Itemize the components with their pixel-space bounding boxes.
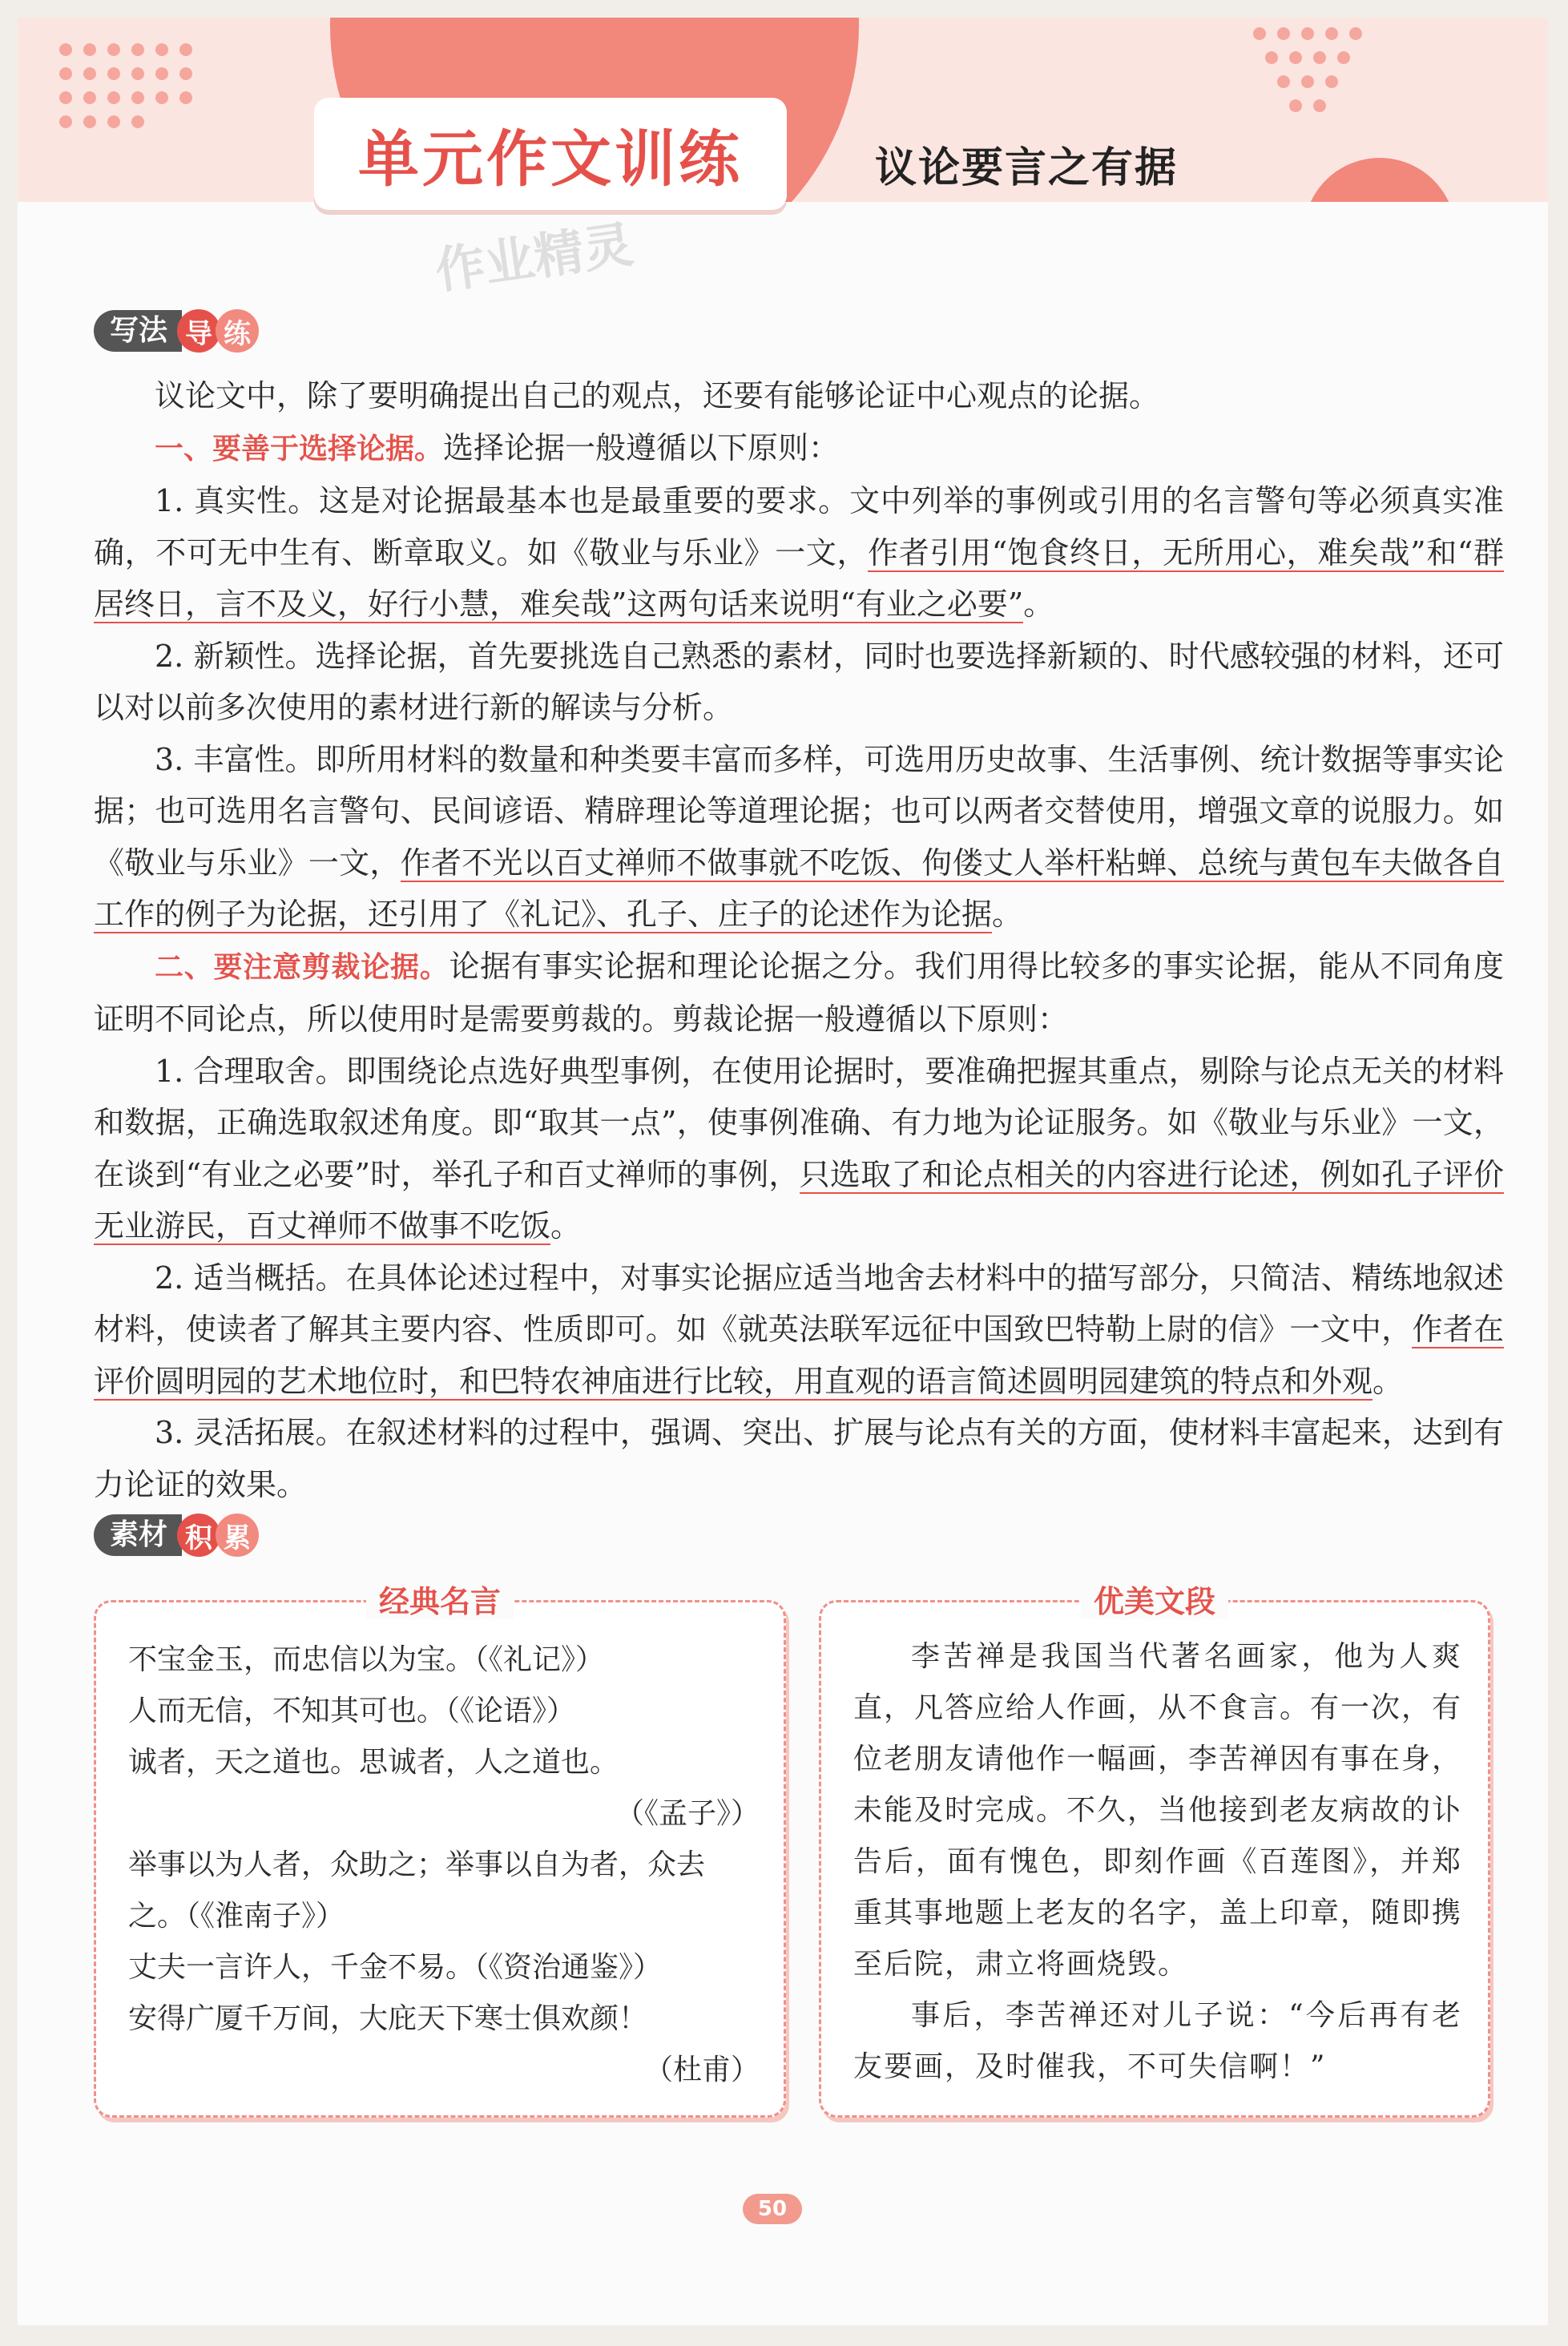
passage-paragraph: 事后，李苦禅还对儿子说：“今后再有老友要画，及时催我，不可失信啊！”: [853, 1999, 1462, 2083]
heading-select-evidence: 一、要善于选择论据。选择论据一般遵循以下原则：: [155, 429, 840, 466]
principle-richness: 3. 丰富性。即所用材料的数量和种类要丰富而多样，可选用历史故事、生活事例、统计数据等事实论据；也可选用名言警句、民间谚语、精辟理论等道理论据；也可以两者交替使用，增强文章的说服力。如《敬业与乐业》一文，作者不光以百丈禅师不做事就不吃饭、佝偻丈人举杆粘蝉、总统与黄包车夫做各自工作的例子为论据，还引用了《礼记》、孔子、庄子的论述作为论据。: [94, 741, 1504, 932]
intro-paragraph: 议论文中，除了要明确提出自己的观点，还要有能够论证中心观点的论据。: [155, 378, 1160, 413]
fine-passage-box: [819, 1584, 1490, 2118]
unit-subtitle: 议论要言之有据: [875, 144, 1179, 192]
classic-quotes-box: [94, 1584, 786, 2118]
quote-line: 安得广厦千万间，大庇天下寒士俱欢颜！: [128, 2002, 648, 2035]
quote-line: 不宝金玉，而忠信以为宝。（《礼记》）: [128, 1643, 605, 1676]
quotes-list: [128, 1635, 760, 2096]
principle-novelty: 2. 新颖性。选择论据，首先要挑选自己熟悉的素材，同时也要选择新颖的、时代感较强的材料，还可以对以前多次使用的素材进行新的解读与分析。: [94, 638, 1504, 725]
page: [18, 18, 1548, 2325]
quote-source: （《孟子》）: [615, 1797, 760, 1830]
quote-line: 举事以为人者，众助之；举事以自为者，众去之。（《淮南子》）: [128, 1848, 706, 1933]
principle-summary: 2. 适当概括。在具体论述过程中，对事实论据应适当地舍去材料中的描写部分，只简洁、精练地叙述材料，使读者了解其主要内容、性质即可。如《就英法联军远征中国致巴特勒上尉的信》一文中，作者在评价圆明园的艺术地位时，和巴特农神庙进行比较，用直观的语言简述圆明园建筑的特点和外观。: [94, 1260, 1504, 1399]
heading-trim-evidence: 二、要注意剪裁论据。论据有事实论据和理论论据之分。我们用得比较多的事实论据，能从不同角度证明不同论点，所以使用时是需要剪裁的。剪裁论据一般遵循以下原则：: [94, 948, 1504, 1037]
fine-passage-title: 优美文段: [1081, 1584, 1228, 1619]
unit-title: 单元作文训练: [314, 98, 787, 210]
quote-source: （杜甫）: [643, 2054, 760, 2086]
principle-selection: 1. 合理取舍。即围绕论点选好典型事例，在使用论据时，要准确把握其重点，剔除与论点无关的材料和数据，正确选取叙述角度。即“取其一点”，使事例准确、有力地为论证服务。如《敬业与乐业》一文，在谈到“有业之必要”时，举孔子和百丈禅师的事例，只选取了和论点相关的内容进行论述，例如孔子评价无业游民，百丈禅师不做事不吃饭。: [94, 1053, 1504, 1244]
section-tag-writing: 写法 导 练: [94, 308, 259, 354]
classic-quotes-title: 经典名言: [366, 1584, 514, 1619]
quote-line: 人而无信，不知其可也。（《论语》）: [128, 1695, 576, 1727]
principle-expansion: 3. 灵活拓展。在叙述材料的过程中，强调、突出、扩展与论点有关的方面，使材料丰富起来，达到有力论证的效果。: [94, 1415, 1504, 1502]
writing-guide-body: [94, 370, 1504, 1510]
passage-paragraph: 李苦禅是我国当代著名画家，他为人爽直，凡答应给人作画，从不食言。有一次，有位老朋友请他作一幅画，李苦禅因有事在身，未能及时完成。不久，当他接到老友病故的讣告后，面有愧色，即刻作画《百莲图》，并郑重其事地题上老友的名字，盖上印章，随即携至后院，肃立将画烧毁。: [853, 1640, 1463, 1981]
section-tag-material: 素材 积 累: [94, 1512, 259, 1558]
quote-line: 诚者，天之道也。思诚者，人之道也。: [128, 1746, 619, 1779]
quote-line: 丈夫一言许人，千金不易。（《资治通鉴》）: [128, 1951, 663, 1984]
fine-passage-text: [853, 1631, 1462, 2093]
page-number: 50: [743, 2194, 802, 2224]
watermark: 作业精灵: [431, 215, 637, 300]
principle-authenticity: 1. 真实性。这是对论据最基本也是最重要的要求。文中列举的事例或引用的名言警句等必须真实准确，不可无中生有、断章取义。如《敬业与乐业》一文，作者引用“饱食终日，无所用心，难矣哉”和“群居终日，言不及义，好行小慧，难矣哉”这两句话来说明“有业之必要”。: [94, 483, 1504, 622]
